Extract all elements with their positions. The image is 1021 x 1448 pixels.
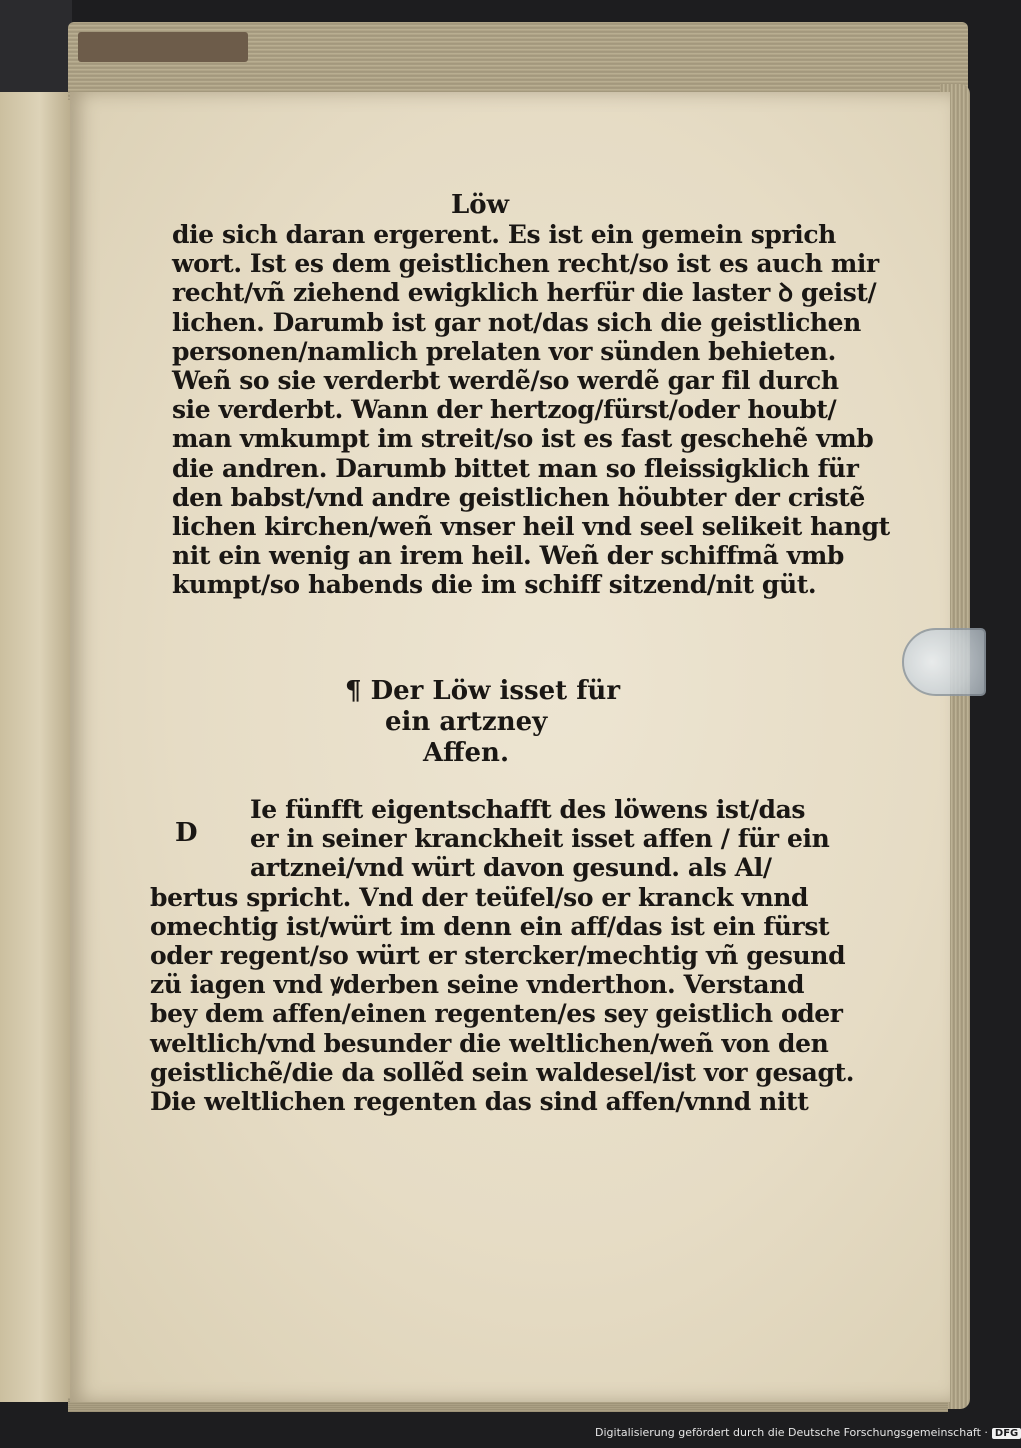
paragraph-one (172, 220, 890, 600)
paragraph-two (150, 795, 854, 1117)
text-line: lichen. Darumb ist gar not/das sich die geistlichen (172, 307, 861, 337)
text-line: man vmkumpt im streit/so ist es fast geschehẽ vmb (172, 424, 874, 454)
scanner-background (0, 0, 72, 92)
text-line: er in seiner kranckheit isset affen / für ein (250, 824, 830, 854)
credit-text: Digitalisierung gefördert durch die Deutsche Forschungsgemeinschaft · (595, 1426, 988, 1439)
dfg-logo: DFG (992, 1428, 1021, 1439)
text-line: lichen kirchen/weñ vnser heil vnd seel selikeit hangt (172, 512, 890, 542)
text-line: wort. Ist es dem geistlichen recht/so ist es auch mir (172, 249, 879, 279)
text-line: bey dem affen/einen regenten/es sey geistlich oder (150, 999, 843, 1029)
page-holder-clip (902, 628, 986, 696)
text-line: kumpt/so habends die im schiff sitzend/nit güt. (172, 570, 817, 600)
section-heading (345, 676, 621, 769)
text-line: geistlichẽ/die da sollẽd sein waldesel/ist vor gesagt. (150, 1057, 854, 1087)
text-line: recht/vñ ziehend ewigklich herfür die laster ꝺ geist/ (172, 278, 877, 308)
text-line: omechtig ist/würt im denn ein aff/das ist ein fürst (150, 911, 830, 941)
heading-line: ¶ Der Löw isset für (345, 676, 621, 706)
book-top-edge (68, 22, 968, 100)
text-line: den babst/vnd andre geistlichen höubter der cristẽ (172, 482, 865, 512)
heading-line: ein artzney (385, 707, 548, 737)
drop-initial: D (175, 818, 198, 848)
text-line: zü iagen vnd ꝟderben seine vnderthon. Verstand (150, 970, 805, 1000)
digitization-credit (595, 1426, 1019, 1446)
text-line: die andren. Darumb bittet man so fleissigklich für (172, 453, 859, 483)
left-facing-page-edge (0, 92, 74, 1402)
text-line: Weñ so sie verderbt werdẽ/so werdẽ gar fil durch (172, 366, 839, 396)
text-line: Die weltlichen regenten das sind affen/vnnd nitt (150, 1087, 809, 1117)
text-line: weltlich/vnd besunder die weltlichen/weñ von den (150, 1028, 829, 1058)
heading-line: Affen. (423, 738, 510, 768)
text-line: die sich daran ergerent. Es ist ein gemein sprich (172, 220, 836, 249)
text-line: oder regent/so würt er stercker/mechtig vñ gesund (150, 941, 846, 971)
text-line: sie verderbt. Wann der hertzog/fürst/oder houbt/ (172, 395, 837, 425)
text-line: personen/namlich prelaten vor sünden behieten. (172, 336, 836, 366)
running-header: Löw (450, 190, 509, 220)
text-line: bertus spricht. Vnd der teüfel/so er kranck vnnd (150, 882, 809, 912)
text-line: Ie fünfft eigentschafft des löwens ist/das (250, 795, 806, 824)
text-line: artznei/vnd würt davon gesund. als Al/ (250, 853, 772, 883)
text-line: nit ein wenig an irem heil. Weñ der schiffmã vmb (172, 541, 844, 571)
